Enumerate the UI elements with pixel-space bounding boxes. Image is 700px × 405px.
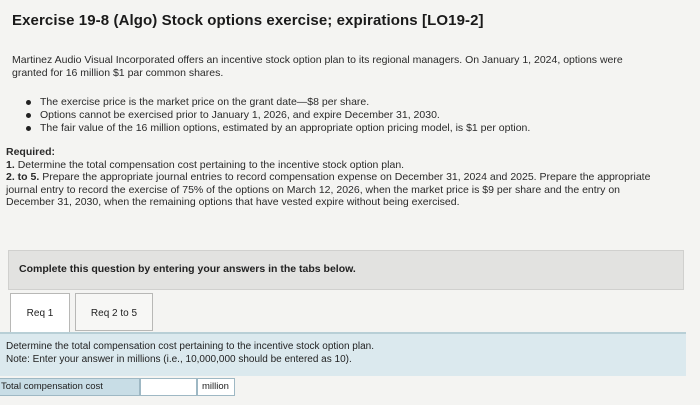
instructions-banner bbox=[8, 250, 684, 290]
tab-req-1[interactable]: Req 1 bbox=[10, 293, 70, 333]
facts-list bbox=[26, 96, 530, 135]
required-item-1-text: Determine the total compensation cost pertaining to the incentive stock option plan. bbox=[17, 158, 405, 171]
required-item-2 bbox=[6, 171, 666, 209]
exercise-title: Exercise 19-8 (Algo) Stock options exercise; expirations [LO19-2] bbox=[12, 12, 484, 29]
intro-paragraph: Martinez Audio Visual Incorporated offers an incentive stock option plan to its regional managers. On January 1, 2024, options were granted for 16 million $1 par common shares. bbox=[12, 54, 623, 79]
required-item-2-text: Prepare the appropriate journal entries to record compensation expense on December 31, 2024 and 2025. Prepare the appropriate journal entry to record the exercise of 75% of the options on March 12, 2026, when the market price is $9 per share and the entry on December 31, 2030, when the remaining options that have vested expire without being exercised. bbox=[6, 171, 651, 208]
answer-unit: million bbox=[197, 378, 235, 396]
fact-item: The exercise price is the market price on the grant date—$8 per share. bbox=[26, 96, 530, 109]
tab-req-2-to-5[interactable]: Req 2 to 5 bbox=[75, 293, 153, 331]
answer-label: Total compensation cost bbox=[0, 378, 140, 396]
required-section bbox=[6, 146, 666, 209]
fact-item: The fair value of the 16 million options, estimated by an appropriate option pricing model, is $1 per option. bbox=[26, 122, 530, 135]
required-item-2-number: 2. to 5. bbox=[6, 171, 40, 183]
total-compensation-input[interactable] bbox=[140, 378, 197, 396]
required-item-1-number: 1. bbox=[6, 158, 15, 171]
panel-instruction: Determine the total compensation cost pertaining to the incentive stock option plan. bbox=[6, 341, 374, 352]
required-item-1 bbox=[6, 159, 666, 172]
fact-item: Options cannot be exercised prior to January 1, 2026, and expire December 31, 2030. bbox=[26, 109, 530, 122]
panel-note: Note: Enter your answer in millions (i.e., 10,000,000 should be entered as 10). bbox=[6, 354, 352, 365]
required-heading: Required: bbox=[6, 146, 56, 158]
question-panel bbox=[0, 332, 686, 376]
instructions-text: Complete this question by entering your answers in the tabs below. bbox=[19, 263, 356, 275]
